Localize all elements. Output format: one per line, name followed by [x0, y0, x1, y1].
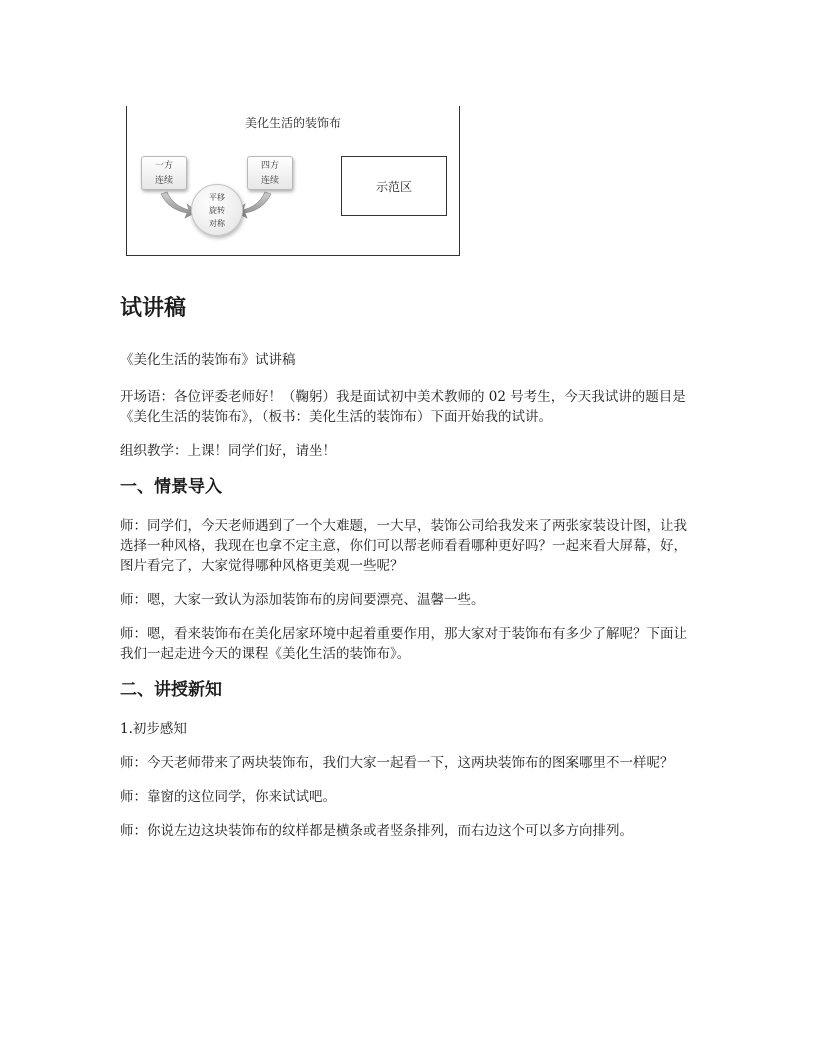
circle-label: 对称	[209, 219, 225, 228]
paragraph: 师：靠窗的这位同学，你来试试吧。	[120, 789, 336, 805]
node-methods-circle	[191, 184, 243, 236]
document-body	[120, 294, 698, 855]
paragraph: 师：嗯，看来装饰布在美化居家环境中起着重要作用，那大家对于装饰布有多少了解呢？下面让我们一起走进今天的课程《美化生活的装饰布》。	[120, 626, 687, 662]
node-one-direction	[141, 156, 187, 190]
node-label: 连续	[260, 176, 279, 186]
section-heading-new-knowledge: 二、讲授新知	[120, 680, 222, 700]
section-heading-intro: 一、情景导入	[120, 477, 222, 497]
node-four-direction	[247, 156, 293, 190]
blackboard-diagram	[126, 106, 460, 256]
circle-label: 旋转	[209, 206, 225, 215]
paragraph: 师：你说左边这块装饰布的纹样都是横条或者竖条排列，而右边这个可以多方向排列。	[120, 823, 633, 839]
node-label: 连续	[154, 176, 173, 186]
node-label: 四方	[260, 161, 279, 171]
paragraph: 师：同学们，今天老师遇到了一个大难题，一大早，装饰公司给我发来了两张家装设计图，让我选择一种风格，我现在也拿不定主意，你们可以帮老师看看哪种更好吗？一起来看大屏幕，好，图片看完了，大家觉得哪种风格更美观一些呢？	[120, 518, 687, 574]
circle-label: 平移	[209, 193, 225, 202]
paragraph: 师：今天老师带来了两块装饰布，我们大家一起看一下，这两块装饰布的图案哪里不一样呢？	[120, 755, 674, 771]
document-title: 试讲稿	[120, 296, 187, 321]
node-label: 一方	[154, 161, 173, 171]
organize-paragraph: 组织教学：上课！同学们好，请坐！	[120, 443, 336, 459]
paragraph: 1.初步感知	[120, 721, 187, 737]
demo-area-box: 示范区	[341, 156, 447, 216]
diagram-title: 美化生活的装饰布	[244, 116, 341, 130]
paragraph: 师：嗯，大家一致认为添加装饰布的房间要漂亮、温馨一些。	[120, 592, 485, 608]
opening-paragraph: 开场语：各位评委老师好！（鞠躬）我是面试初中美术教师的 02 号考生，今天我试讲的题目是《美化生活的装饰布》，（板书：美化生活的装饰布）下面开始我的试讲。	[120, 389, 686, 425]
document-subtitle: 《美化生活的装饰布》试讲稿	[120, 352, 296, 368]
